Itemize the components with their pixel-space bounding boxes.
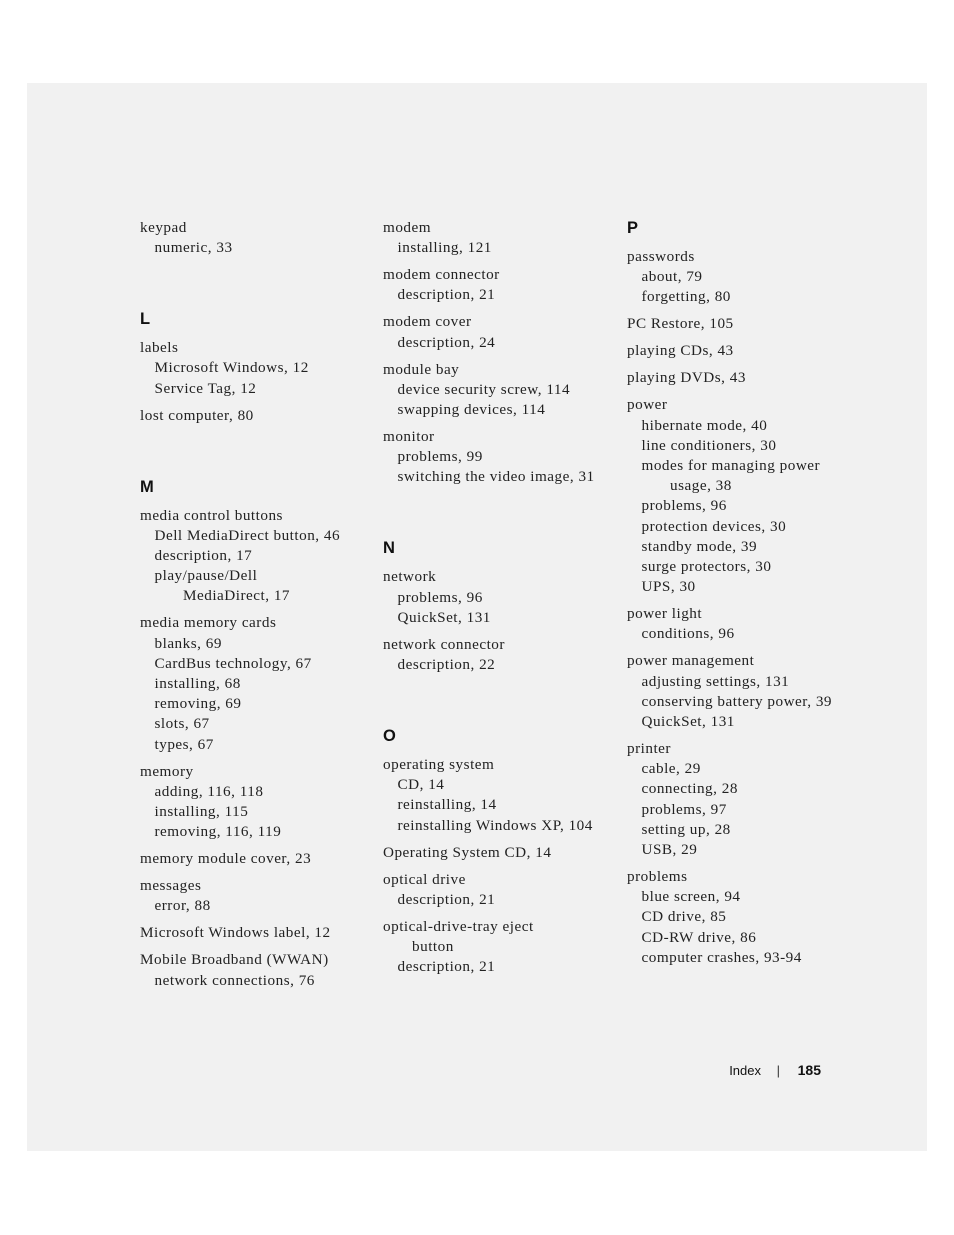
- index-subentry: adding, 116, 118: [154, 782, 264, 800]
- index-term: messages: [140, 877, 202, 895]
- index-subentry: computer crashes, 93-94: [641, 948, 802, 966]
- index-subentry: device security screw, 114: [397, 380, 571, 398]
- index-entry: [383, 635, 618, 675]
- index-subentry: description, 22: [397, 656, 496, 674]
- index-subentry: removing, 69: [154, 695, 242, 713]
- index-subentry: surge protectors, 30: [641, 558, 772, 576]
- index-subentry: UPS, 30: [641, 578, 696, 596]
- index-term: keypad: [140, 219, 187, 236]
- index-subentry: standby mode, 39: [641, 537, 758, 555]
- index-subentry: setting up, 28: [641, 820, 731, 838]
- index-term: media memory cards: [140, 614, 277, 632]
- index-term: Operating System CD, 14: [383, 843, 552, 861]
- index-term: printer: [627, 740, 671, 758]
- index-subentry: CardBus technology, 67: [154, 654, 312, 672]
- footer-section-label: Index: [729, 1063, 761, 1078]
- index-subentry: MediaDirect, 17: [183, 587, 291, 605]
- index-subentry: about, 79: [641, 268, 703, 286]
- index-subentry: adjusting settings, 131: [641, 672, 790, 690]
- index-entry: [627, 395, 867, 597]
- index-entry: [140, 876, 370, 916]
- index-subentry: CD drive, 85: [641, 908, 727, 926]
- index-subentry: protection devices, 30: [641, 517, 787, 535]
- index-subentry: description, 24: [397, 333, 496, 351]
- index-term: network: [383, 568, 437, 586]
- index-subentry: QuickSet, 131: [641, 713, 735, 731]
- index-entry: [383, 755, 618, 836]
- index-entry: [140, 923, 370, 943]
- index-subentry: problems, 99: [397, 448, 483, 466]
- index-entry: [383, 917, 618, 978]
- index-term: memory: [140, 762, 194, 780]
- index-entry: [627, 651, 867, 732]
- index-subentry: reinstalling, 14: [397, 796, 497, 814]
- index-entry: [627, 247, 867, 308]
- index-term: playing DVDs, 43: [627, 369, 746, 387]
- index-term: modem cover: [383, 313, 472, 331]
- index-entry: [140, 506, 370, 607]
- index-subentry: QuickSet, 131: [397, 608, 491, 626]
- index-column-2: [383, 218, 618, 984]
- index-subentry: forgetting, 80: [641, 288, 731, 306]
- index-term: problems: [627, 868, 688, 886]
- index-subentry: conserving battery power, 39: [641, 692, 833, 710]
- index-subentry: button: [412, 938, 454, 956]
- index-subentry: line conditioners, 30: [641, 436, 777, 454]
- index-subentry: Microsoft Windows, 12: [154, 359, 309, 377]
- index-subentry: Service Tag, 12: [154, 379, 257, 397]
- index-term: power: [627, 396, 668, 414]
- index-subentry: connecting, 28: [641, 780, 738, 798]
- index-subentry: types, 67: [154, 735, 214, 753]
- section-letter-heading: M: [140, 477, 154, 496]
- index-subentry: installing, 115: [154, 803, 249, 821]
- index-term: PC Restore, 105: [627, 315, 734, 333]
- index-entry: [627, 341, 867, 361]
- index-entry: [140, 950, 370, 990]
- index-entry: [627, 739, 867, 860]
- index-subentry: slots, 67: [154, 715, 210, 733]
- section-gap: [140, 433, 370, 477]
- index-subentry: blue screen, 94: [641, 888, 741, 906]
- index-subentry: switching the video image, 31: [397, 468, 595, 486]
- page-footer: [700, 1061, 821, 1081]
- index-term: optical drive: [383, 870, 466, 888]
- index-subentry: problems, 96: [641, 497, 727, 515]
- index-subentry: blanks, 69: [154, 634, 222, 652]
- index-term: media control buttons: [140, 506, 283, 524]
- index-entry: [383, 427, 618, 488]
- index-subentry: description, 21: [397, 958, 496, 976]
- index-entry: [140, 338, 370, 399]
- index-entry: [627, 604, 867, 644]
- index-subentry: installing, 68: [154, 675, 241, 693]
- index-subentry: numeric, 33: [154, 239, 233, 257]
- index-term: Mobile Broadband (WWAN): [140, 951, 329, 969]
- index-subentry: problems, 96: [397, 588, 483, 606]
- index-subentry: cable, 29: [641, 760, 701, 778]
- index-entry: [140, 218, 370, 258]
- index-subentry: description, 21: [397, 286, 496, 304]
- index-subentry: reinstalling Windows XP, 104: [397, 816, 593, 834]
- index-subentry: play/pause/Dell: [154, 567, 258, 585]
- index-subentry: removing, 116, 119: [154, 823, 282, 841]
- index-entry: [383, 218, 618, 258]
- index-subentry: description, 21: [397, 890, 496, 908]
- index-entry: [140, 613, 370, 754]
- index-subentry: conditions, 96: [641, 625, 735, 643]
- index-entry: [383, 870, 618, 910]
- index-subentry: modes for managing power: [641, 457, 821, 475]
- index-entry: [140, 406, 370, 426]
- index-entry: [383, 567, 618, 628]
- index-term: power light: [627, 605, 703, 623]
- index-entry: [383, 265, 618, 305]
- section-letter-heading: N: [383, 539, 395, 558]
- section-letter-heading: L: [140, 310, 151, 329]
- index-entry: [140, 762, 370, 843]
- section-letter-heading: O: [383, 727, 396, 746]
- section-gap: [383, 494, 618, 538]
- section-gap: [383, 682, 618, 726]
- index-term: modem: [383, 219, 432, 236]
- index-term: power management: [627, 652, 755, 670]
- index-subentry: description, 17: [154, 547, 253, 565]
- index-subentry: network connections, 76: [154, 971, 315, 989]
- index-subentry: CD, 14: [397, 776, 445, 794]
- index-entry: [383, 312, 618, 352]
- index-subentry: usage, 38: [670, 477, 732, 495]
- index-subentry: hibernate mode, 40: [641, 416, 768, 434]
- index-term: Microsoft Windows label, 12: [140, 924, 331, 942]
- section-gap: [140, 265, 370, 309]
- page-number: 185: [797, 1062, 821, 1078]
- index-entry: [383, 360, 618, 421]
- index-entry: [140, 849, 370, 869]
- index-term: operating system: [383, 756, 495, 774]
- index-entry: [627, 314, 867, 334]
- index-subentry: error, 88: [154, 897, 211, 915]
- index-term: monitor: [383, 428, 435, 446]
- index-subentry: USB, 29: [641, 841, 698, 859]
- index-term: labels: [140, 339, 179, 357]
- index-entry: [627, 368, 867, 388]
- index-term: passwords: [627, 248, 695, 265]
- index-subentry: swapping devices, 114: [397, 401, 546, 419]
- index-column-1: [140, 218, 370, 998]
- index-column-3: [627, 218, 867, 975]
- index-entry: [383, 843, 618, 863]
- section-letter-heading: P: [627, 219, 639, 237]
- index-term: lost computer, 80: [140, 406, 254, 424]
- index-term: playing CDs, 43: [627, 342, 734, 360]
- index-subentry: CD-RW drive, 86: [641, 928, 757, 946]
- index-entry: [627, 867, 867, 968]
- index-term: optical-drive-tray eject: [383, 917, 534, 935]
- index-subentry: Dell MediaDirect button, 46: [154, 526, 341, 544]
- index-subentry: problems, 97: [641, 800, 727, 818]
- footer-separator: |: [776, 1063, 780, 1078]
- index-term: module bay: [383, 360, 460, 378]
- index-subentry: installing, 121: [397, 239, 492, 257]
- index-term: modem connector: [383, 266, 500, 284]
- index-term: memory module cover, 23: [140, 850, 312, 868]
- index-term: network connector: [383, 635, 505, 653]
